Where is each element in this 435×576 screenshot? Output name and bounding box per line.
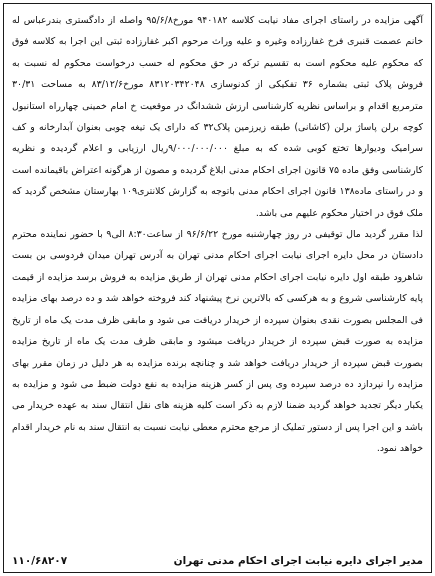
issuer-signature: مدیر اجرای دایره نیابت اجرای احکام مدنی تهران xyxy=(173,555,423,567)
reference-number: ۱۱۰/۶۸۲۰۷ xyxy=(12,555,68,567)
notice-paragraph-2: لذا مقرر گردید مال توقیفی در روز چهارشنبه مورخ ۹۶/۶/۲۲ از ساعت۸:۳۰ الی۹ با حضور نماینده محترم دادستان در محل دایره اجرای نیابت اجرای احکام مدنی تهران به آدرس تهران میدان فردوسی بن بست شاهرود طبقه اول دایره نیابت اجرای احکام مدنی تهران از طریق مزایده به فروش برسد مزایده از قیمت پایه کارشناسی شروع و به هرکسی که بالاترین نرخ پیشنهاد کند فروخته خواهد شد و ده درصد بهای مزایده فی المجلس بصورت نقدی بعنوان سپرده از خریدار دریافت می شود و مابقی ظرف مدت یک ماه از تاریخ مزایده به صورت قبض سپرده از خریدار دریافت میشود و مابقی ظرف مدت یک ماه از تاریخ مزایده بصورت قبض سپرده از خریدار دریافت خواهد شد و چنانچه برنده مزایده به هر دلیل در زمان مقرر بهای مزایده را نپردازد ده درصد سپرده وی پس از کسر هزینه مزایده به نفع دولت ضبط می شود و مزایده به یکبار دیگر تجدید خواهد گردید ضمنا لازم به ذکر است کلیه هزینه های نقل انتقال سند به عهده خریدار می باشد و این اجرا پس از دستور تملیک از مرجع محترم معطی نیابت نسبت به انتقال سند به نام خریدار اقدام خواهد نمود. xyxy=(12,229,423,455)
notice-footer xyxy=(12,553,423,569)
notice-paragraph-1: آگهی مزایده در راستای اجرای مفاد نیابت کلاسه ۹۴۰۱۸۲ مورخ۹۵/۶/۸ واصله از دادگستری بندرعباس له خانم عصمت قنبری فرخ غفارزاده وغیره و علیه وراث مرحوم اکبر غفارزاده ثبتی این اجرا به کلاسه فوق که محکوم علیه محکوم است به تقسیم ترکه در حق محکوم له حسب درخواست محکوم له نسبت به فروش پلاک ثبتی بشماره ۳۶ تفکیکی از کدنوسازی ۸۳۱۲۰۳۴۲۰۴۸ مورخ۸۳/۱۲/۶ به مساحت ۳۰/۳۱ مترمربع اقدام و براساس نظریه کارشناسی ارزش ششدانگ در موقعیت خ امام خمینی چهارراه استانبول کوچه برلن پاساژ برلن (کاشانی) طبقه زیرزمین پلاک۳۲ که دارای یک تیغه چوبی بعنوان آبدارخانه و کف سرامیک ودیوارها تختع کوبی شده که به مبلغ ۹/۰۰۰/۰۰۰/۰۰۰ریال ارزیابی و اعلام گردیده و نظریه کارشناسی وفق ماده ۷۵ قانون اجرای احکام مدنی ابلاغ گردیده و مصون از هرگونه اعتراض باقیمانده است و در راستای ماده۱۳۸ قانون اجرای احکام مدنی باتوجه به گزارش کلانتری۱۰۹ بهارستان مشخص گردید که ملک فوق در اختیار محکوم علیهم می باشد. xyxy=(12,15,423,219)
auction-notice xyxy=(3,3,432,573)
